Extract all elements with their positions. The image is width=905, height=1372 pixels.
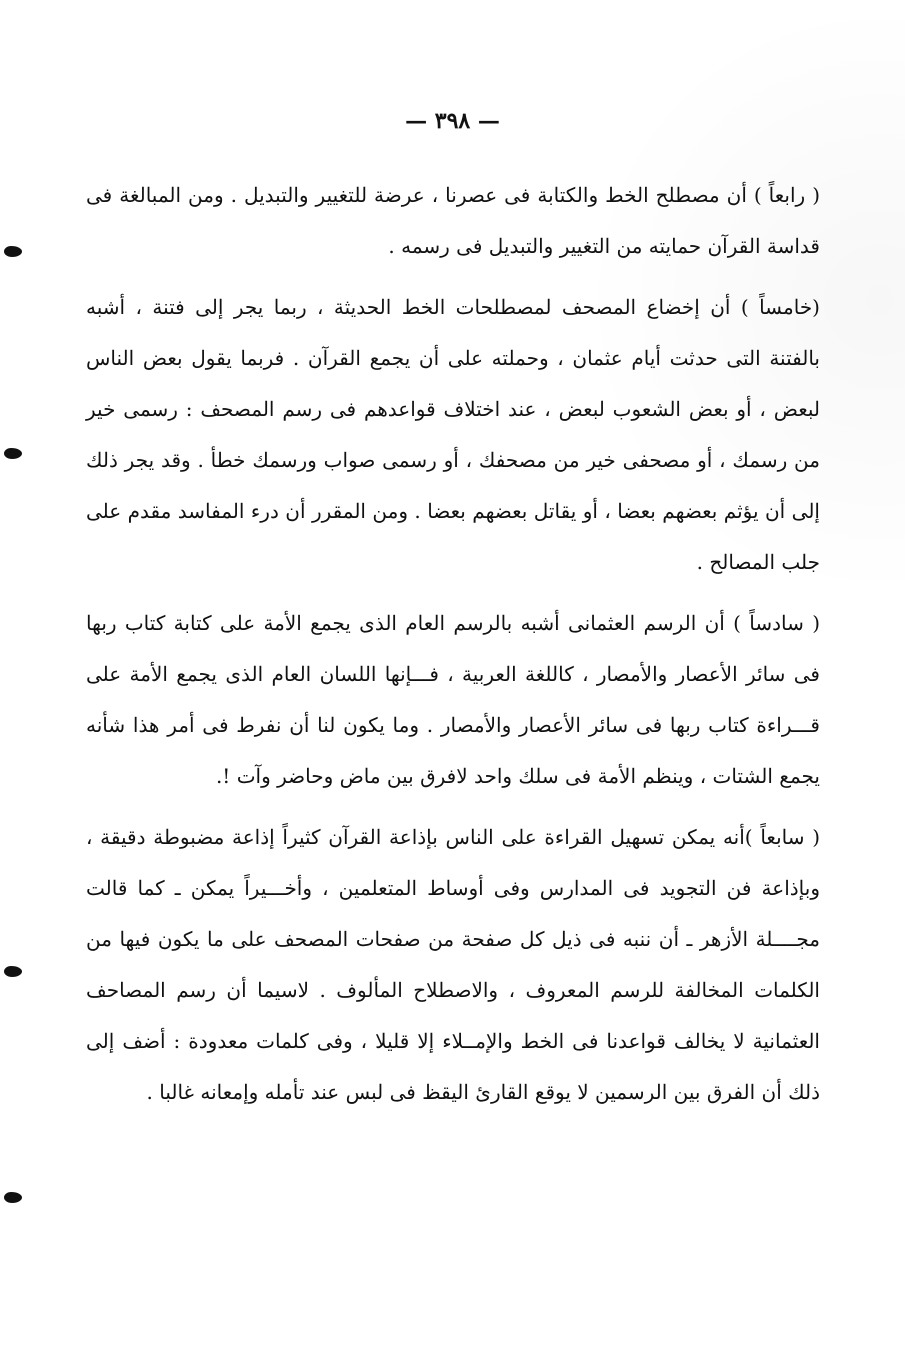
binding-hole-mark [4,966,22,977]
binding-hole-mark [4,448,22,459]
body-text [86,170,820,1128]
page-number: — ٣٩٨ — [405,108,500,134]
binding-hole-mark [4,246,22,257]
binding-hole-mark [4,1192,22,1203]
binding-marks [0,0,30,1372]
paragraph-sixth-point: ( سادساً ) أن الرسم العثمانى أشبه بالرسم العام الذى يجمع الأمة على كتابة كتاب ربها فى سائر الأعصار والأمصار ، كاللغة العربية ، فـــإنها اللسان العام الذى يجمع الأمة على قـــراءة كتاب ربها فى سائر الأعصار والأمصار . وما يكون لنا أن نفرط فى أمر هذا شأنه يجمع الشتات ، وينظم الأمة فى سلك واحد لافرق بين ماض وحاضر وآت !. [86,611,820,788]
paragraph-fifth-point: (خامساً ) أن إخضاع المصحف لمصطلحات الخط الحديثة ، ربما يجر إلى فتنة ، أشبه بالفتنة التى حدثت أيام عثمان ، وحملته على أن يجمع القرآن . فربما يقول بعض الناس لبعض ، أو بعض الشعوب لبعض ، عند اختلاف قواعدهم فى رسم المصحف : رسمى خير من رسمك ، أو مصحفى خير من مصحفك ، أو رسمى صواب ورسمك خطأ . وقد يجر ذلك إلى أن يؤثم بعضهم بعضا ، أو يقاتل بعضهم بعضا . ومن المقرر أن درء المفاسد مقدم على جلب المصالح . [86,295,821,574]
paragraph-fourth-point: ( رابعاً ) أن مصطلح الخط والكتابة فى عصرنا ، عرضة للتغيير والتبديل . ومن المبالغة فى قداسة القرآن حمايته من التغيير والتبديل فى رسمه . [86,183,820,258]
paragraph-seventh-point: ( سابعاً )أنه يمكن تسهيل القراءة على الناس بإذاعة القرآن كثيراً إذاعة مضبوطة دقيقة ، وبإذاعة فن التجويد فى المدارس وفى أوساط المتعلمين ، وأخـــيراً يمكن ـ كما قالت مجــــلة الأزهر ـ أن ننبه فى ذيل كل صفحة من صفحات المصحف على ما يكون فيها من الكلمات المخالفة للرسم المعروف ، والاصطلاح المألوف . لاسيما أن رسم المصاحف العثمانية لا يخالف قواعدنا فى الخط والإمــلاء إلا قليلا ، وفى كلمات معدودة : أضف إلى ذلك أن الفرق بين الرسمين لا يوقع القارئ اليقظ فى لبس عند تأمله وإمعانه غالبا . [86,825,820,1104]
